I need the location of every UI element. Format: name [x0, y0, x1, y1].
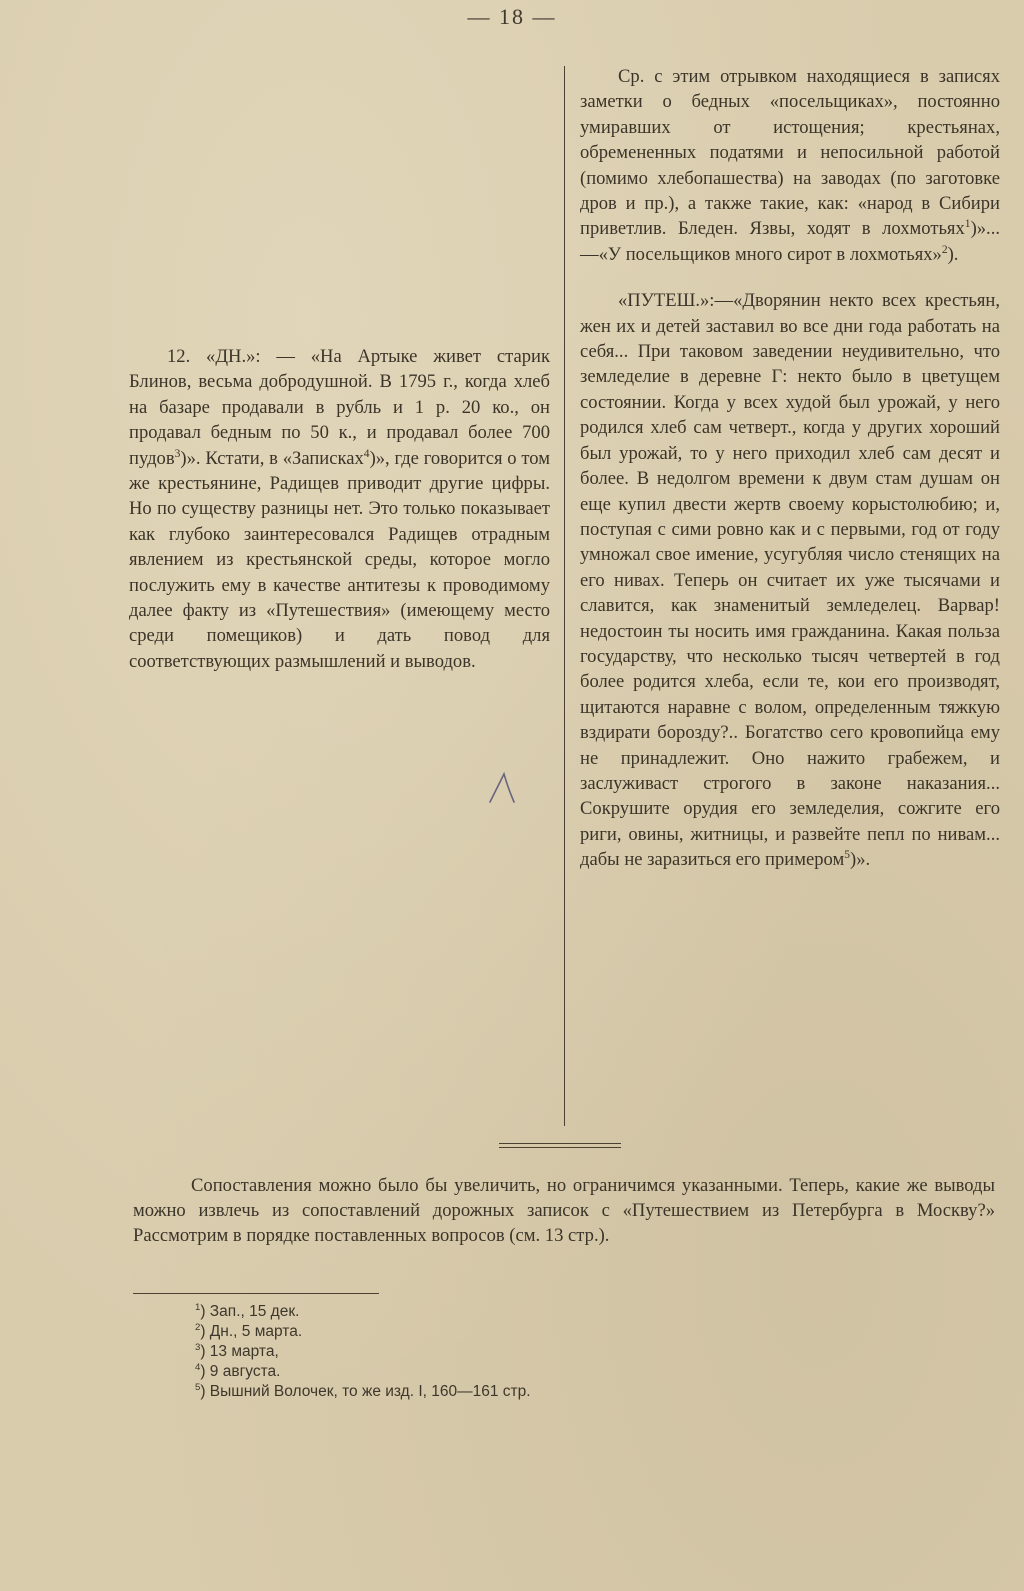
footnote-5: [195, 1382, 531, 1402]
footnote-4: [195, 1362, 531, 1382]
text-run: )», где говорится о том же крестьянине, Радищев приводит другие цифры. Но по существу разницы нет. Это только показывает как глубоко заинтересовался Радищев отрадным явлением из крестьянской среды, которое могло послужить ему в качестве антитезы к проводимому далее факту из «Путешествия» (имеющему место среди помещиков) и дать повод для соответствующих размышлений и выводов.: [129, 447, 550, 672]
footnote-rule: [133, 1293, 379, 1294]
footnote-2: [195, 1322, 531, 1342]
conclusion-text: [133, 1173, 995, 1249]
footnote-mark: 4: [195, 1361, 201, 1373]
text-run: )». Кстати, в «Записках: [180, 447, 364, 469]
text-run: Ср. с этим отрывком находящиеся в записях заметки о бедных «посельщиках», постоянно умиравших от истощения; крестьянах, обремененных податями и непосильной работой (помимо хлебопашества) на заводах (по заготовке дров и пр.), а также такие, как: «народ в Сибири приветлив. Бледен. Язвы, ходят в лохмотьях: [580, 66, 1000, 240]
text-run: 12. «ДН.»: — «На Артыке живет старик Блинов, весьма добродушной. В 1795 г., когда хлеб на базаре продавали в рубль и 1 р. 20 ко., он продавал бедным по 50 к., и продавал более 700 пудов: [129, 346, 550, 469]
footnote-text: ) Дн., 5 марта.: [200, 1323, 303, 1340]
footnote-3: [195, 1342, 531, 1362]
footnotes: [195, 1302, 531, 1402]
pencil-mark-icon: [484, 770, 524, 810]
text-run: )»...—«У посельщиков много сирот в лохмотьях»: [580, 218, 1000, 265]
text-run: «ПУТЕШ.»:—«Дворянин некто всех крестьян, жен их и детей заставил во все дни года работать на себя... При таковом заведении неудивительно, что земледелие в деревне Г: некто было в цветущем состоянии. Когда у всех худой был урожай, у него родился хлеб сам четверт., когда у других хороший был урожай, то у него приходил хлеб сам десят и более. В недолгом времени к двум стам душам он еще купил двести жертв своему корыстолюбию; и, поступая с сими ровно как и с первыми, год от году умножал свое имение, усугубляя число стенящих на его нивах. Теперь он считает их уже тысячами и славится, как знаменитый земледелец. Варвар! недостоин ты носить имя гражданина. Какая польза государству, что несколько тысяч четвертей в год более родится хлеба, если те, кои его производят, щитаются наравне с волом, определенным тяжкую вздирати борозду?.. Богатство сего кровопийца ему не принадлежит. Оно нажито грабежем, и заслуживаст строгого в законе наказания... Сокрушите орудия его земледелия, сожгите его риги, овины, житницы, и развейте пепл по нивам... дабы не заразиться его примером: [580, 290, 1000, 871]
rule-line: [499, 1147, 621, 1148]
footnote-mark: 5: [195, 1381, 201, 1393]
right-column: [580, 64, 1000, 873]
footnote-ref: 1: [964, 218, 971, 231]
page-number: — 18 —: [467, 4, 557, 29]
footnote-ref: 4: [363, 447, 370, 460]
rule-line: [499, 1143, 621, 1144]
footnote-ref: 2: [941, 243, 948, 256]
conclusion-paragraph: Сопоставления можно было бы увеличить, но ограничимся указанными. Теперь, какие же выводы можно извлечь из сопоставлений дорожных записок с «Путешествием из Петербурга в Москву?» Рассмотрим в порядке поставленных вопросов (см. 13 стр.).: [133, 1175, 995, 1247]
footnote-mark: 1: [195, 1301, 201, 1313]
paragraph-puteshestvie-quote: [580, 288, 1000, 872]
footnote-text: ) Вышний Волочек, то же изд. I, 160—161 стр.: [200, 1383, 531, 1400]
left-column: [129, 344, 550, 674]
paragraph-item-12: [129, 344, 550, 674]
footnote-mark: 3: [195, 1341, 201, 1353]
footnote-ref: 3: [174, 447, 181, 460]
text-run: ).: [947, 243, 959, 265]
text-run: )».: [850, 849, 871, 871]
footnote-1: [195, 1302, 531, 1322]
column-divider: [564, 66, 565, 1126]
paragraph-settlers: [580, 64, 1000, 267]
footnote-mark: 2: [195, 1321, 201, 1333]
footnote-ref: 5: [844, 849, 851, 861]
footnote-text: ) Зап., 15 дек.: [200, 1303, 300, 1320]
footnote-text: ) 13 марта,: [200, 1343, 279, 1360]
section-separator: [499, 1143, 621, 1151]
footnote-text: ) 9 августа.: [200, 1363, 281, 1380]
